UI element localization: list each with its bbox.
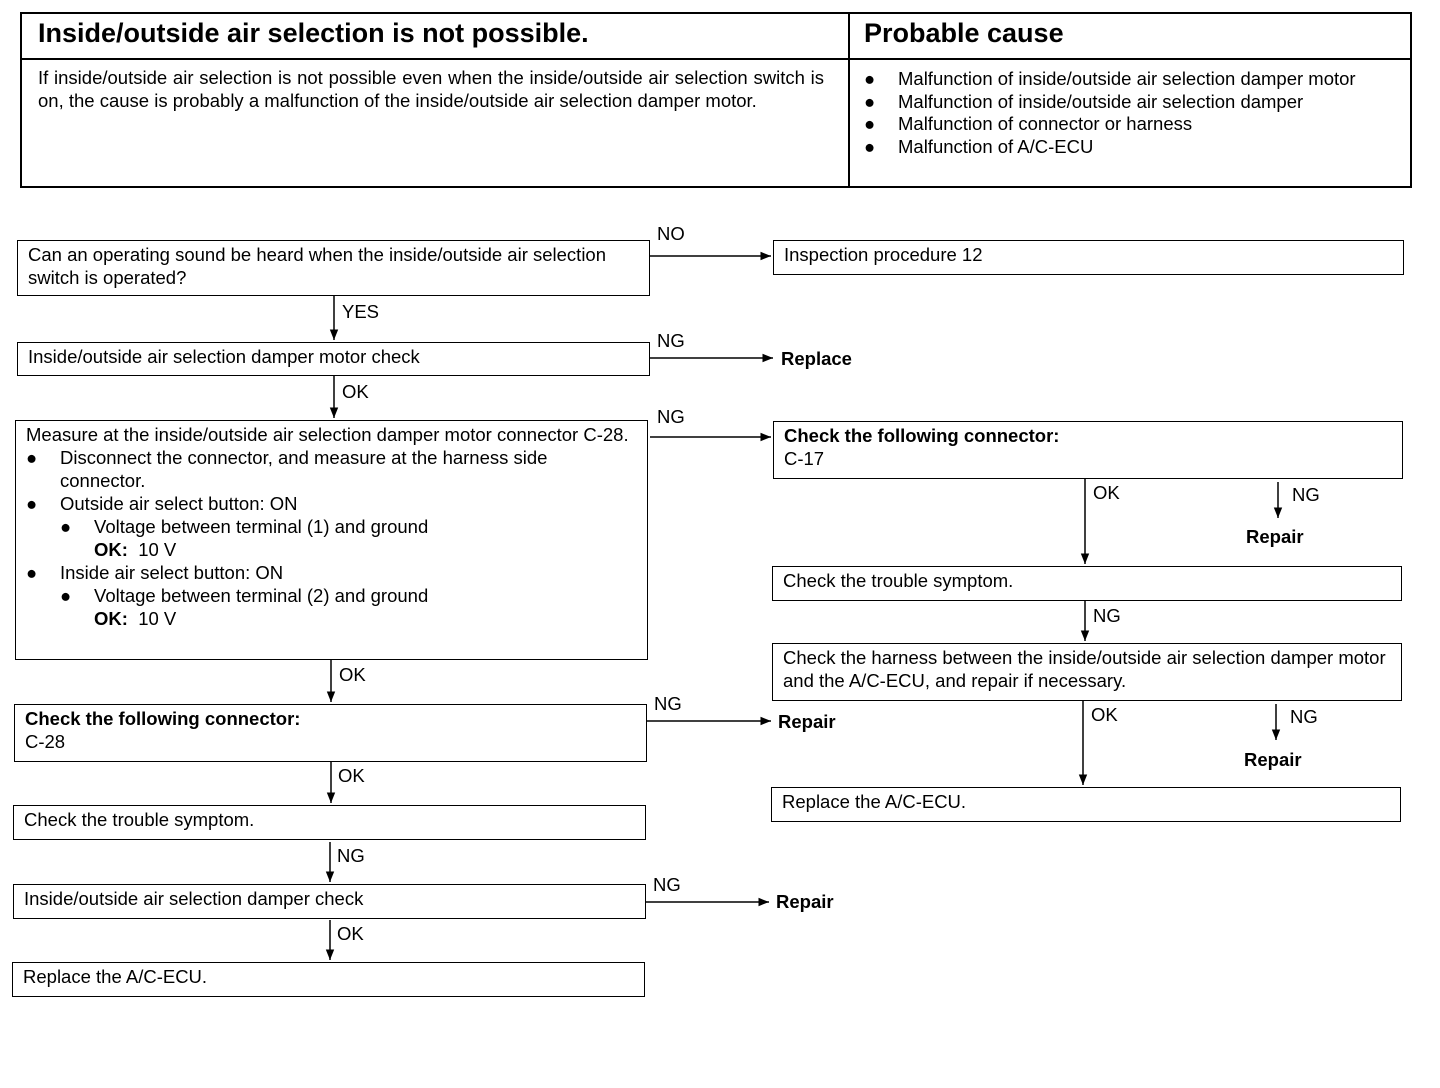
measure-item: ● Disconnect the connector, and measure at the harness side connector. <box>26 447 548 491</box>
branch-label-ok: OK <box>342 381 369 402</box>
ok-value-2: OK: 10 V <box>94 608 177 629</box>
right-replace-ecu-box: Replace the A/C-ECU. <box>771 787 1401 822</box>
branch-label-no: NO <box>657 223 685 244</box>
cause-title: Probable cause <box>864 18 1064 48</box>
branch-label-ng: NG <box>337 845 365 866</box>
repair-result: Repair <box>1244 749 1302 770</box>
harness-check-box: Check the harness between the inside/outside air selection damper motor and the A/C-ECU, and repair if necessary. <box>772 643 1402 701</box>
voltage-item-1: ● Voltage between terminal (1) and ground <box>60 516 429 537</box>
check-connector-title: Check the following connector: <box>25 708 301 729</box>
problem-title: Inside/outside air selection is not possible. <box>38 18 589 48</box>
branch-label-ng: NG <box>1093 605 1121 626</box>
branch-label-yes: YES <box>342 301 380 322</box>
branch-label-ok: OK <box>337 923 364 944</box>
repair-result: Repair <box>1246 526 1304 547</box>
cause-item: ● Malfunction of A/C-ECU <box>864 135 1094 157</box>
branch-label-ok: OK <box>1093 482 1120 503</box>
trouble-symptom-box: Check the trouble symptom. <box>13 805 646 840</box>
connector-id: C-17 <box>784 448 825 469</box>
cause-item: ● Malfunction of inside/outside air selection damper motor <box>864 68 1356 89</box>
ok-value-1: OK: 10 V <box>94 539 177 560</box>
measure-item: ● Outside air select button: ON <box>26 493 298 514</box>
replace-ecu-box: Replace the A/C-ECU. <box>12 962 645 997</box>
branch-label-ng: NG <box>1292 484 1320 505</box>
repair-result: Repair <box>778 711 836 732</box>
operating-sound-question: Can an operating sound be heard when the inside/outside air selection switch is operated? <box>17 240 650 296</box>
connector-id: C-28 <box>25 731 66 752</box>
branch-label-ok: OK <box>339 664 366 685</box>
branch-label-ok: OK <box>1091 704 1118 725</box>
inspection-procedure-box: Inspection procedure 12 <box>773 240 1404 275</box>
measure-connector-box <box>15 420 648 660</box>
cause-item: ● Malfunction of inside/outside air selection damper <box>864 90 1304 112</box>
right-trouble-symptom-box: Check the trouble symptom. <box>772 566 1402 601</box>
check-connector-c17-box <box>773 421 1403 479</box>
cause-item: ● Malfunction of connector or harness <box>864 113 1193 134</box>
voltage-item-2: ● Voltage between terminal (2) and ground <box>60 585 429 606</box>
branch-label-ng: NG <box>657 330 685 351</box>
damper-motor-check-box: Inside/outside air selection damper motor check <box>17 342 650 376</box>
branch-label-ng: NG <box>1290 706 1318 727</box>
check-connector-c28-box <box>14 704 647 762</box>
problem-description: If inside/outside air selection is not possible even when the inside/outside air selection switch is on, the cause is probably a malfunction of the inside/outside air selection damper motor. <box>38 67 824 111</box>
branch-label-ng: NG <box>653 874 681 895</box>
replace-result: Replace <box>781 348 852 369</box>
branch-label-ng: NG <box>654 693 682 714</box>
damper-check-box: Inside/outside air selection damper check <box>13 884 646 919</box>
branch-label-ok: OK <box>338 765 365 786</box>
measure-item: ● Inside air select button: ON <box>26 562 284 583</box>
branch-label-ng: NG <box>657 406 685 427</box>
measure-title: Measure at the inside/outside air selection damper motor connector C-28. <box>26 424 629 445</box>
repair-result: Repair <box>776 891 834 912</box>
check-connector-title: Check the following connector: <box>784 425 1060 446</box>
